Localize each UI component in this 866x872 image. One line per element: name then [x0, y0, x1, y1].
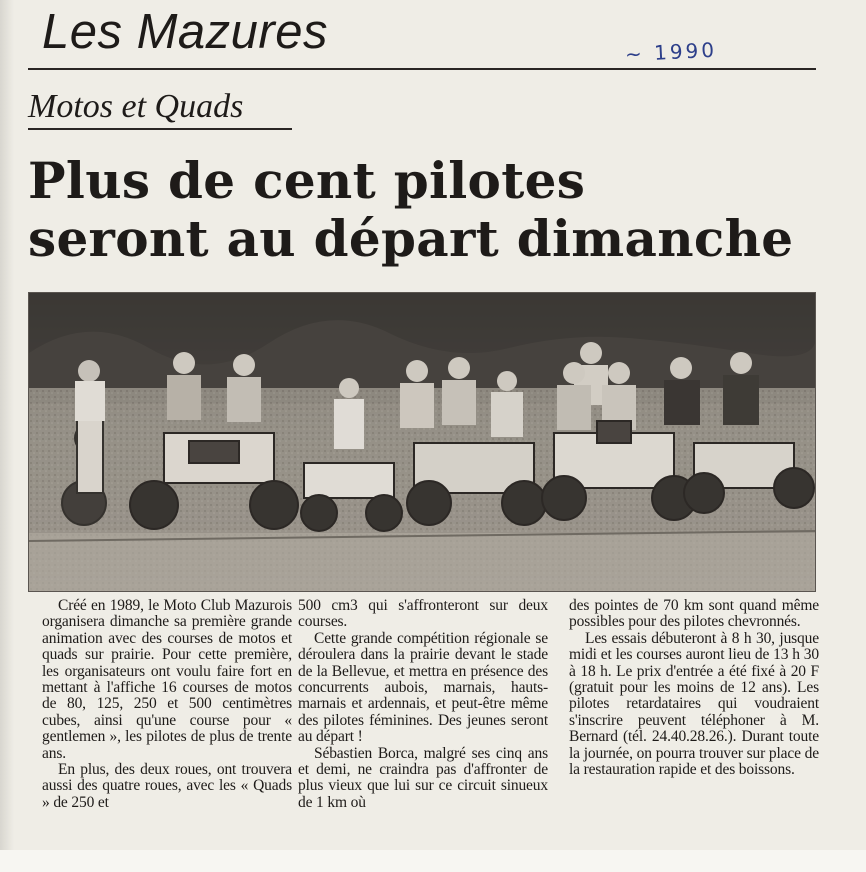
kicker-rule: [28, 128, 292, 130]
section-title: Les Mazures: [42, 5, 329, 59]
paragraph: Sébastien Borca, malgré ses cinq ans et demi, ne craindra pas d'affronter de plus vieux que lui sur ce circuit sinueux de 1 km où: [298, 744, 548, 811]
paragraph: Créé en 1989, le Moto Club Mazurois organisera dimanche sa première grande animation avec des courses de motos et quads sur prairie. Pour cette première, les organisateurs ont voulu faire fort en mettant à l'affiche 16 courses de motos de 80, 125, 250 et 500 centimètres cubes, ainsi qu'une course pour « gentlemen », les pilotes de plus de trente ans.: [42, 597, 292, 762]
article-column-1: [42, 598, 292, 811]
paper-margin: [0, 850, 866, 872]
headline: [28, 152, 828, 268]
article-column-2: [298, 598, 548, 811]
paragraph: Cette grande compétition régionale se déroulera dans la prairie devant le stade de la Bellevue, et mettra en présence des concurrents aubois, marnais, hauts-marnais et ardennais, et peut-être même des pilotes féminines. Des jeunes seront au départ !: [298, 629, 548, 746]
headline-line: seront au départ dimanche: [28, 209, 794, 268]
paper-edge: [0, 0, 14, 872]
paragraph: des pointes de 70 km sont quand même possibles pour des pilotes chevronnés.: [569, 597, 819, 631]
paragraph: 500 cm3 qui s'affronteront sur deux courses.: [298, 597, 548, 631]
paragraph: Les essais débuteront à 8 h 30, jusque midi et les courses auront lieu de 13 h 30 à 18 h. Le prix d'entrée a été fixé à 20 F (gratuit pour les moins de 12 ans). Les pilotes retardataires qui voudraient s'inscrire peuvent téléphoner à M. Bernard (tél. 24.40.28.26.). Durant toute la journée, on pourra trouver sur place de la restauration rapide et des boissons.: [569, 629, 819, 779]
paragraph: En plus, des deux roues, ont trouvera aussi des quatre roues, avec les « Quads » de 250 et: [42, 761, 292, 811]
handwritten-date: ~ 1990: [624, 37, 718, 67]
article-column-3: [569, 598, 819, 778]
kicker: Motos et Quads: [28, 88, 244, 125]
group-photo: [28, 292, 816, 592]
section-rule: [28, 68, 816, 70]
headline-line: Plus de cent pilotes: [28, 151, 586, 210]
